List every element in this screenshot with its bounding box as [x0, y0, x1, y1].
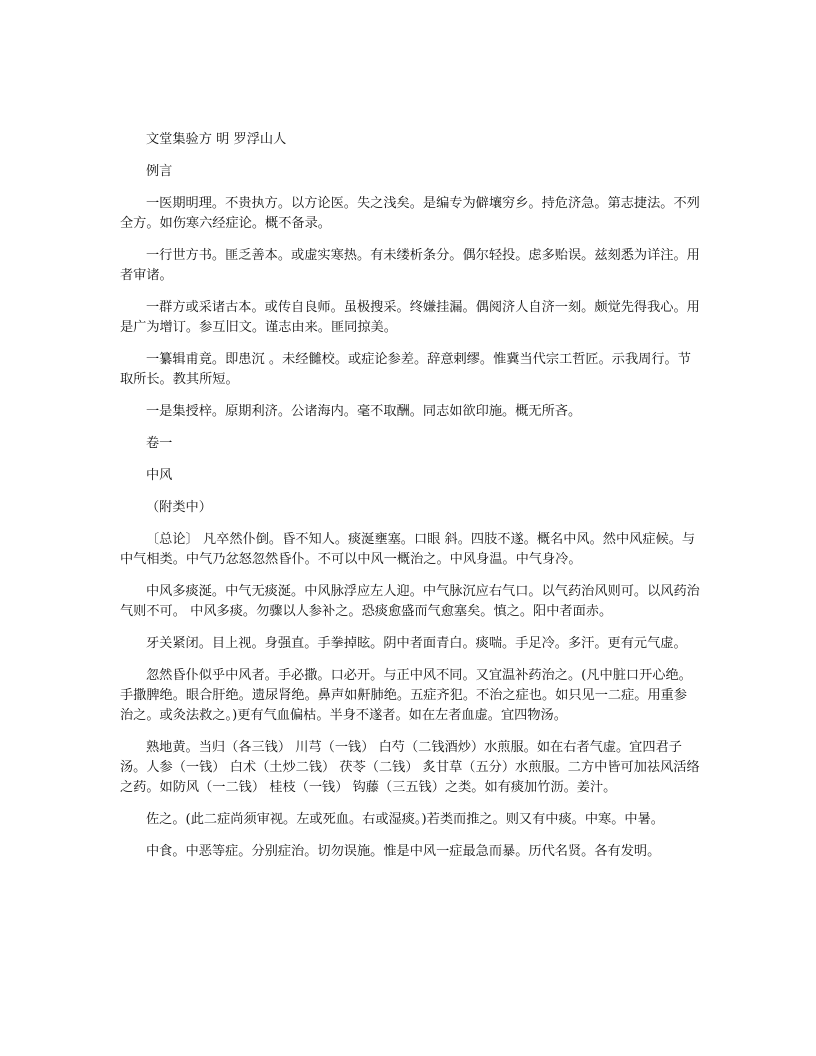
body-paragraph: 中风多痰涎。中气无痰涎。中风脉浮应左人迎。中气脉沉应右气口。以气药治风则可。以风药治气则不可。 中风多痰。勿骤以人参补之。恐痰愈盛而气愈塞矣。慎之。阳中者面赤。 — [120, 584, 700, 619]
preface-paragraph: 一行世方书。匪乏善本。或虚实寒热。有未缕析条分。偶尔轻投。虑多贻误。兹刻悉为详注。用者审诸。 — [120, 248, 700, 283]
body-paragraph: 忽然昏仆似乎中风者。手必撒。口必开。与正中风不同。又宜温补药治之。(凡中脏口开心绝。手撒脾绝。眼合肝绝。遗尿肾绝。鼻声如鼾肺绝。五症齐犯。不治之症也。如只见一二症。用重参 治之。或灸法救之。)更有气血偏枯。半身不遂者。如在左者血虚。宜四物汤。 — [120, 668, 692, 723]
book-title-line: 文堂集验方 明 罗浮山人 — [146, 132, 287, 147]
body-paragraph: 〔总论〕 凡卒然仆倒。昏不知人。痰涎壅塞。口眼 斜。四肢不遂。概名中风。然中风症候。与中气相类。中气乃忿怒忽然昏仆。不可以中风一概治之。中风身温。中气身冷。 — [120, 532, 696, 567]
body-paragraph: 熟地黄。当归（各三钱） 川芎（一钱） 白芍（二钱酒炒）水煎服。如在右者气虚。宜四君子汤。人参（一钱） 白术（土炒二钱） 茯苓（二钱） 炙甘草（五分）水煎服。二方中皆可加祛风活络之药。如防风（一二钱） 桂枝（一钱） 钩藤（三五钱）之类。如有痰加竹沥。姜汁。 — [120, 740, 700, 795]
preface-paragraph: 一医期明理。不贵执方。以方论医。失之浅矣。是编专为僻壤穷乡。持危济急。第志捷法。不列全方。如伤寒六经症论。概不备录。 — [120, 196, 700, 231]
section-heading-preface: 例言 — [146, 164, 173, 179]
body-paragraph: 中食。中恶等症。分别症治。切勿误施。惟是中风一症最急而暴。历代名贤。各有发明。 — [146, 844, 661, 859]
subchapter-heading: （附类中） — [146, 500, 212, 515]
preface-paragraph: 一纂辑甫竟。即患沉 。未经雠校。或症论参差。辞意剌缪。惟冀当代宗工哲匠。示我周行。节取所长。教其所短。 — [120, 352, 691, 387]
preface-paragraph: 一是集授梓。原期利济。公诸海内。毫不取酬。同志如欲印施。概无所吝。 — [146, 404, 582, 419]
chapter-heading: 中风 — [146, 468, 173, 483]
body-paragraph: 牙关紧闭。目上视。身强直。手拳掉眩。阴中者面青白。痰喘。手足冷。多汗。更有元气虚。 — [146, 636, 687, 651]
preface-paragraph: 一群方或采诸古本。或传自良师。虽极搜采。终嫌挂漏。偶阅济人自济一刻。颇觉先得我心。用是广为增订。参互旧文。谨志由来。匪同掠美。 — [120, 300, 700, 335]
body-paragraph: 佐之。(此二症尚须审视。左或死血。右或湿痰。)若类而推之。则又有中痰。中寒。中暑。 — [146, 812, 664, 827]
volume-heading: 卷一 — [146, 436, 173, 451]
document-page — [120, 130, 700, 874]
